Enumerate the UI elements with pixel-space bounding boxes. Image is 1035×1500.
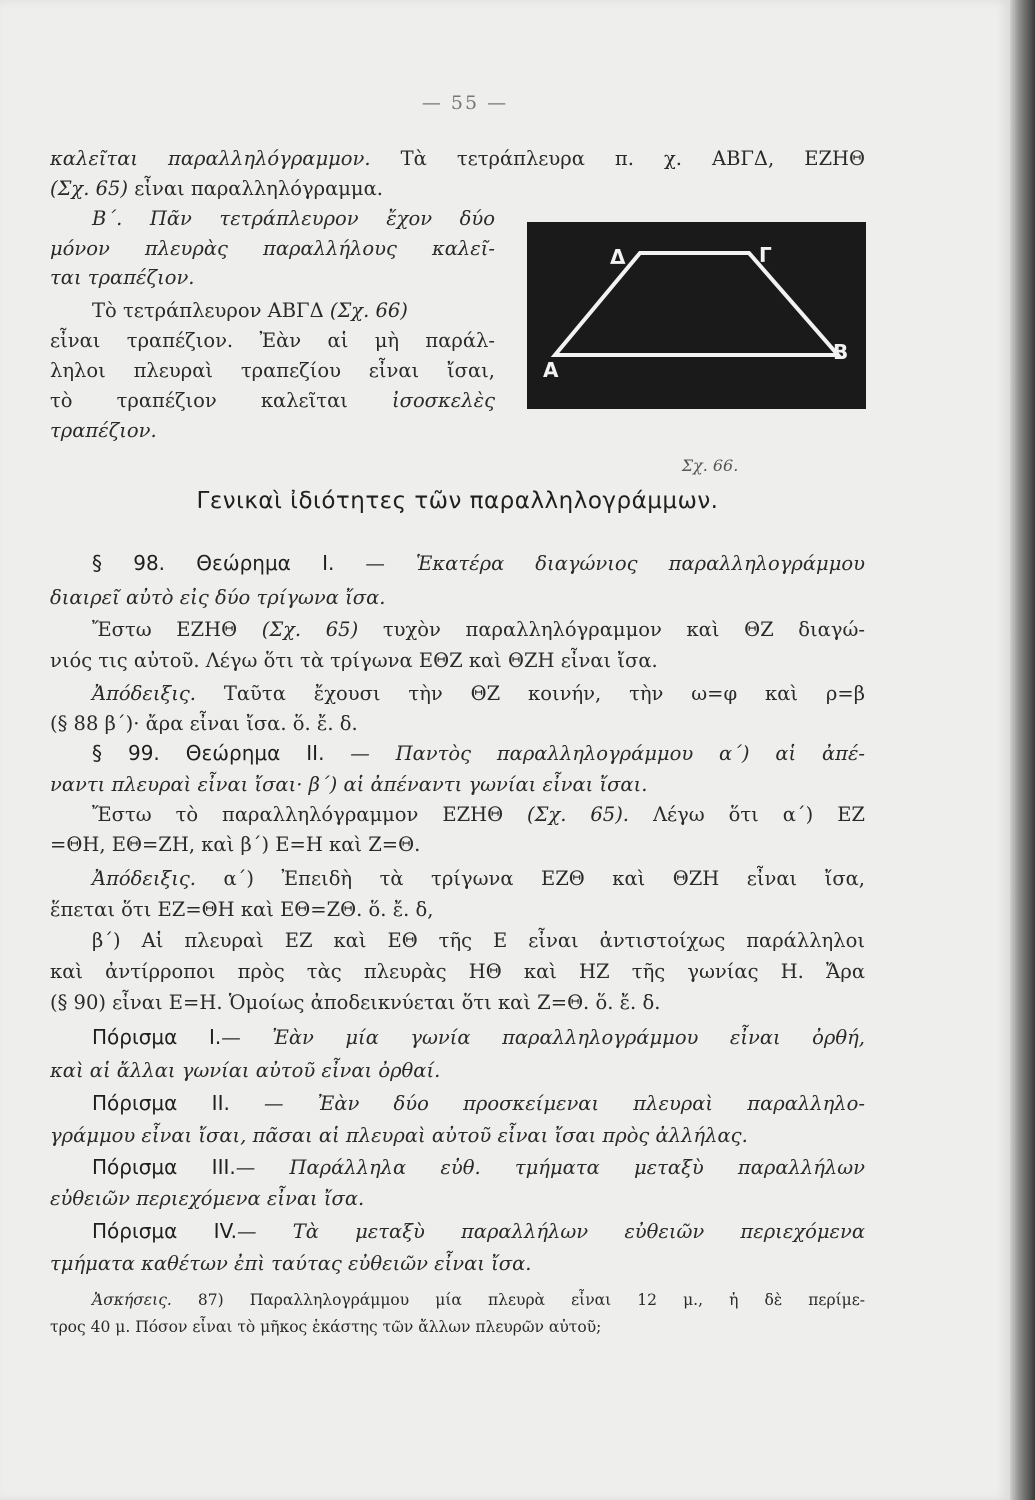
porisma-2-statement-1: — Ἐὰν δύο προσκείμεναι πλευραὶ παραλληλο- xyxy=(229,1092,865,1115)
exercises-line-2: τρος 40 μ. Πόσον εἶναι τὸ μῆκος ἑκάστης τῶν ἄλλων πλευρῶν αὐτοῦ; xyxy=(50,1318,602,1336)
porisma-4-statement-1: — Τὰ μεταξὺ παραλλήλων εὐθειῶν περιεχόμενα xyxy=(237,1220,865,1243)
theorem-98-statement-1: — Ἑκατέρα διαγώνιος παραλληλογράμμου xyxy=(334,552,865,575)
theorem-98-line-5 xyxy=(50,679,865,708)
theorem-99-line-2: ναντι πλευραὶ εἶναι ἴσαι· β΄) αἱ ἀπέναντι γωνίαι εἶναι ἴσαι. xyxy=(50,773,648,796)
theorem-98-l3-a: Ἔστω ΕΖΗΘ xyxy=(92,618,262,641)
porisma-4-line-1 xyxy=(50,1217,865,1246)
exercises-line-1 xyxy=(50,1287,865,1314)
theorem-99-line-6: ἕπεται ὅτι ΕΖ=ΘΗ καὶ ΕΘ=ΖΘ. ὅ. ἔ. δ, xyxy=(50,898,434,921)
porisma-3-line-1 xyxy=(50,1153,865,1182)
trapezoid-diagram xyxy=(527,222,866,409)
trapezoid-def-line-3: ται τραπέζιον. xyxy=(50,266,195,289)
theorem-98-line-1 xyxy=(50,549,865,578)
theorem-99-figure-ref: (Σχ. 65). xyxy=(527,803,630,826)
trapezoid-def-line-8: τραπέζιον. xyxy=(50,419,157,442)
theorem-99-statement-1: — Παντὸς παραλληλογράμμου α΄) αἱ ἀπέ- xyxy=(324,742,865,765)
theorem-99-l3-a: Ἔστω τὸ παραλληλόγραμμον ΕΖΗΘ xyxy=(92,803,528,826)
theorem-99-line-9: (§ 90) εἶναι Ε=Η. Ὁμοίως ἀποδεικνύεται ὅτι καὶ Ζ=Θ. ὅ. ἔ. δ. xyxy=(50,991,661,1014)
trapezoid-def-line-2: μόνον πλευρὰς παραλλήλους καλεῖ- xyxy=(50,237,495,260)
porisma-2-line-1 xyxy=(50,1089,865,1118)
intro-line-1-italic: καλεῖται παραλληλόγραμμον. xyxy=(50,147,371,170)
porisma-1-statement-1: — Ἐὰν μία γωνία παραλληλογράμμου εἶναι ὀρθή, xyxy=(221,1026,865,1049)
vertex-label-a: Α xyxy=(543,358,559,382)
exercises-l1: 87) Παραλληλογράμμου μία πλευρὰ εἶναι 12 μ., ἡ δὲ περίμε- xyxy=(171,1291,865,1309)
theorem-98-line-4: νιός τις αὐτοῦ. Λέγω ὅτι τὰ τρίγωνα ΕΘΖ καὶ ΘΖΗ εἶναι ἴσα. xyxy=(50,649,658,672)
trapezoid-figure xyxy=(527,222,866,409)
porisma-2-label: Πόρισμα ΙΙ. xyxy=(92,1091,230,1115)
theorem-98-line-2: διαιρεῖ αὐτὸ εἰς δύο τρίγωνα ἴσα. xyxy=(50,586,386,609)
porisma-3-line-2: εὐθειῶν περιεχόμενα εἶναι ἴσα. xyxy=(50,1187,365,1210)
porisma-1-line-1 xyxy=(50,1023,865,1052)
theorem-99-line-3 xyxy=(50,800,865,829)
trapezoid-def-line-5: εἶναι τραπέζιον. Ἐὰν αἱ μὴ παράλ- xyxy=(50,329,495,352)
theorem-98-l5-b: Ταῦτα ἔχουσι τὴν ΘΖ κοινήν, τὴν ω=φ καὶ ρ=β xyxy=(196,682,865,705)
theorem-98-l3-c: τυχὸν παραλληλόγραμμον καὶ ΘΖ διαγώ- xyxy=(358,618,865,641)
trapezoid-def-line-7 xyxy=(50,386,495,415)
vertex-label-b: Β xyxy=(833,340,849,364)
trapezoid-def-line-4-text: Τὸ τετράπλευρον ΑΒΓΔ xyxy=(92,299,330,322)
porisma-2-line-2: γράμμου εἶναι ἴσαι, πᾶσαι αἱ πλευραὶ αὐτοῦ εἶναι ἴσαι πρὸς ἀλλήλας. xyxy=(50,1124,748,1147)
theorem-99-line-5 xyxy=(50,864,865,893)
intro-line-1 xyxy=(50,144,865,173)
page-edge xyxy=(1010,0,1035,1500)
theorem-99-line-7: β΄) Αἱ πλευραὶ ΕΖ καὶ ΕΘ τῆς Ε εἶναι ἀντιστοίχως παράλληλοι xyxy=(92,929,865,952)
theorem-98-label: § 98. Θεώρημα Ι. xyxy=(92,551,335,575)
intro-line-2-text: εἶναι παραλληλόγραμμα. xyxy=(128,177,383,200)
theorem-99-l3-c: Λέγω ὅτι α΄) ΕΖ xyxy=(629,803,865,826)
theorem-99-l5-b: α΄) Ἐπειδὴ τὰ τρίγωνα ΕΖΘ καὶ ΘΖΗ εἶναι ἴσα, xyxy=(196,867,865,890)
trapezoid-def-line-7-text: τὸ τραπέζιον καλεῖται xyxy=(50,389,392,412)
theorem-99-line-8: καὶ ἀντίρροποι πρὸς τὰς πλευρὰς ΗΘ καὶ ΗΖ τῆς γωνίας Η. Ἄρα xyxy=(50,960,865,983)
intro-line-2 xyxy=(50,174,865,203)
intro-figure-ref: (Σχ. 65) xyxy=(50,177,129,200)
trapezoid-def-line-6: ληλοι πλευραὶ τραπεζίου εἶναι ἴσαι, xyxy=(50,359,495,382)
vertex-label-d: Δ xyxy=(610,245,626,269)
intro-line-1-text: Τὰ τετράπλευρα π. χ. ΑΒΓΔ, ΕΖΗΘ xyxy=(370,147,865,170)
theorem-99-line-1 xyxy=(50,739,865,768)
theorem-99-label: § 99. Θεώρημα ΙΙ. xyxy=(92,741,325,765)
trapezoid-def-line-4 xyxy=(50,296,495,325)
theorem-98-figure-ref: (Σχ. 65) xyxy=(261,618,359,641)
exercises-label: Ἀσκήσεις. xyxy=(92,1291,172,1309)
proof-label-98: Ἀπόδειξις. xyxy=(92,682,196,705)
theorem-98-line-3 xyxy=(50,615,865,644)
porisma-4-label: Πόρισμα ΙV. xyxy=(92,1219,238,1243)
vertex-label-g: Γ xyxy=(759,243,772,267)
trapezoid-def-line-1: Β΄. Πᾶν τετράπλευρον ἔχον δύο xyxy=(92,207,495,230)
section-heading: Γενικαὶ ἰδιότητες τῶν παραλληλογράμμων. xyxy=(196,488,719,514)
theorem-98-line-6: (§ 88 β΄)· ἄρα εἶναι ἴσα. ὅ. ἔ. δ. xyxy=(50,712,358,735)
theorem-99-line-4: =ΘΗ, ΕΘ=ΖΗ, καὶ β΄) Ε=Η καὶ Ζ=Θ. xyxy=(50,833,421,856)
page-number: — 55 — xyxy=(421,92,509,114)
proof-label-99: Ἀπόδειξις. xyxy=(92,867,196,890)
porisma-4-line-2: τμήματα καθέτων ἐπὶ ταύτας εὐθειῶν εἶναι ἴσα. xyxy=(50,1252,532,1275)
trapezoid-def-figure-ref: (Σχ. 66) xyxy=(329,299,408,322)
isosceles-term: ἰσοσκελὲς xyxy=(391,389,495,412)
porisma-3-statement-1: — Παράλληλα εὐθ. τμήματα μεταξὺ παραλλήλων xyxy=(235,1156,865,1179)
figure-caption: Σχ. 66. xyxy=(681,456,739,475)
porisma-1-line-2: καὶ αἱ ἄλλαι γωνίαι αὐτοῦ εἶναι ὀρθαί. xyxy=(50,1059,441,1082)
porisma-3-label: Πόρισμα ΙΙΙ. xyxy=(92,1155,236,1179)
trapezoid-shape xyxy=(555,253,838,355)
porisma-1-label: Πόρισμα Ι. xyxy=(92,1025,222,1049)
